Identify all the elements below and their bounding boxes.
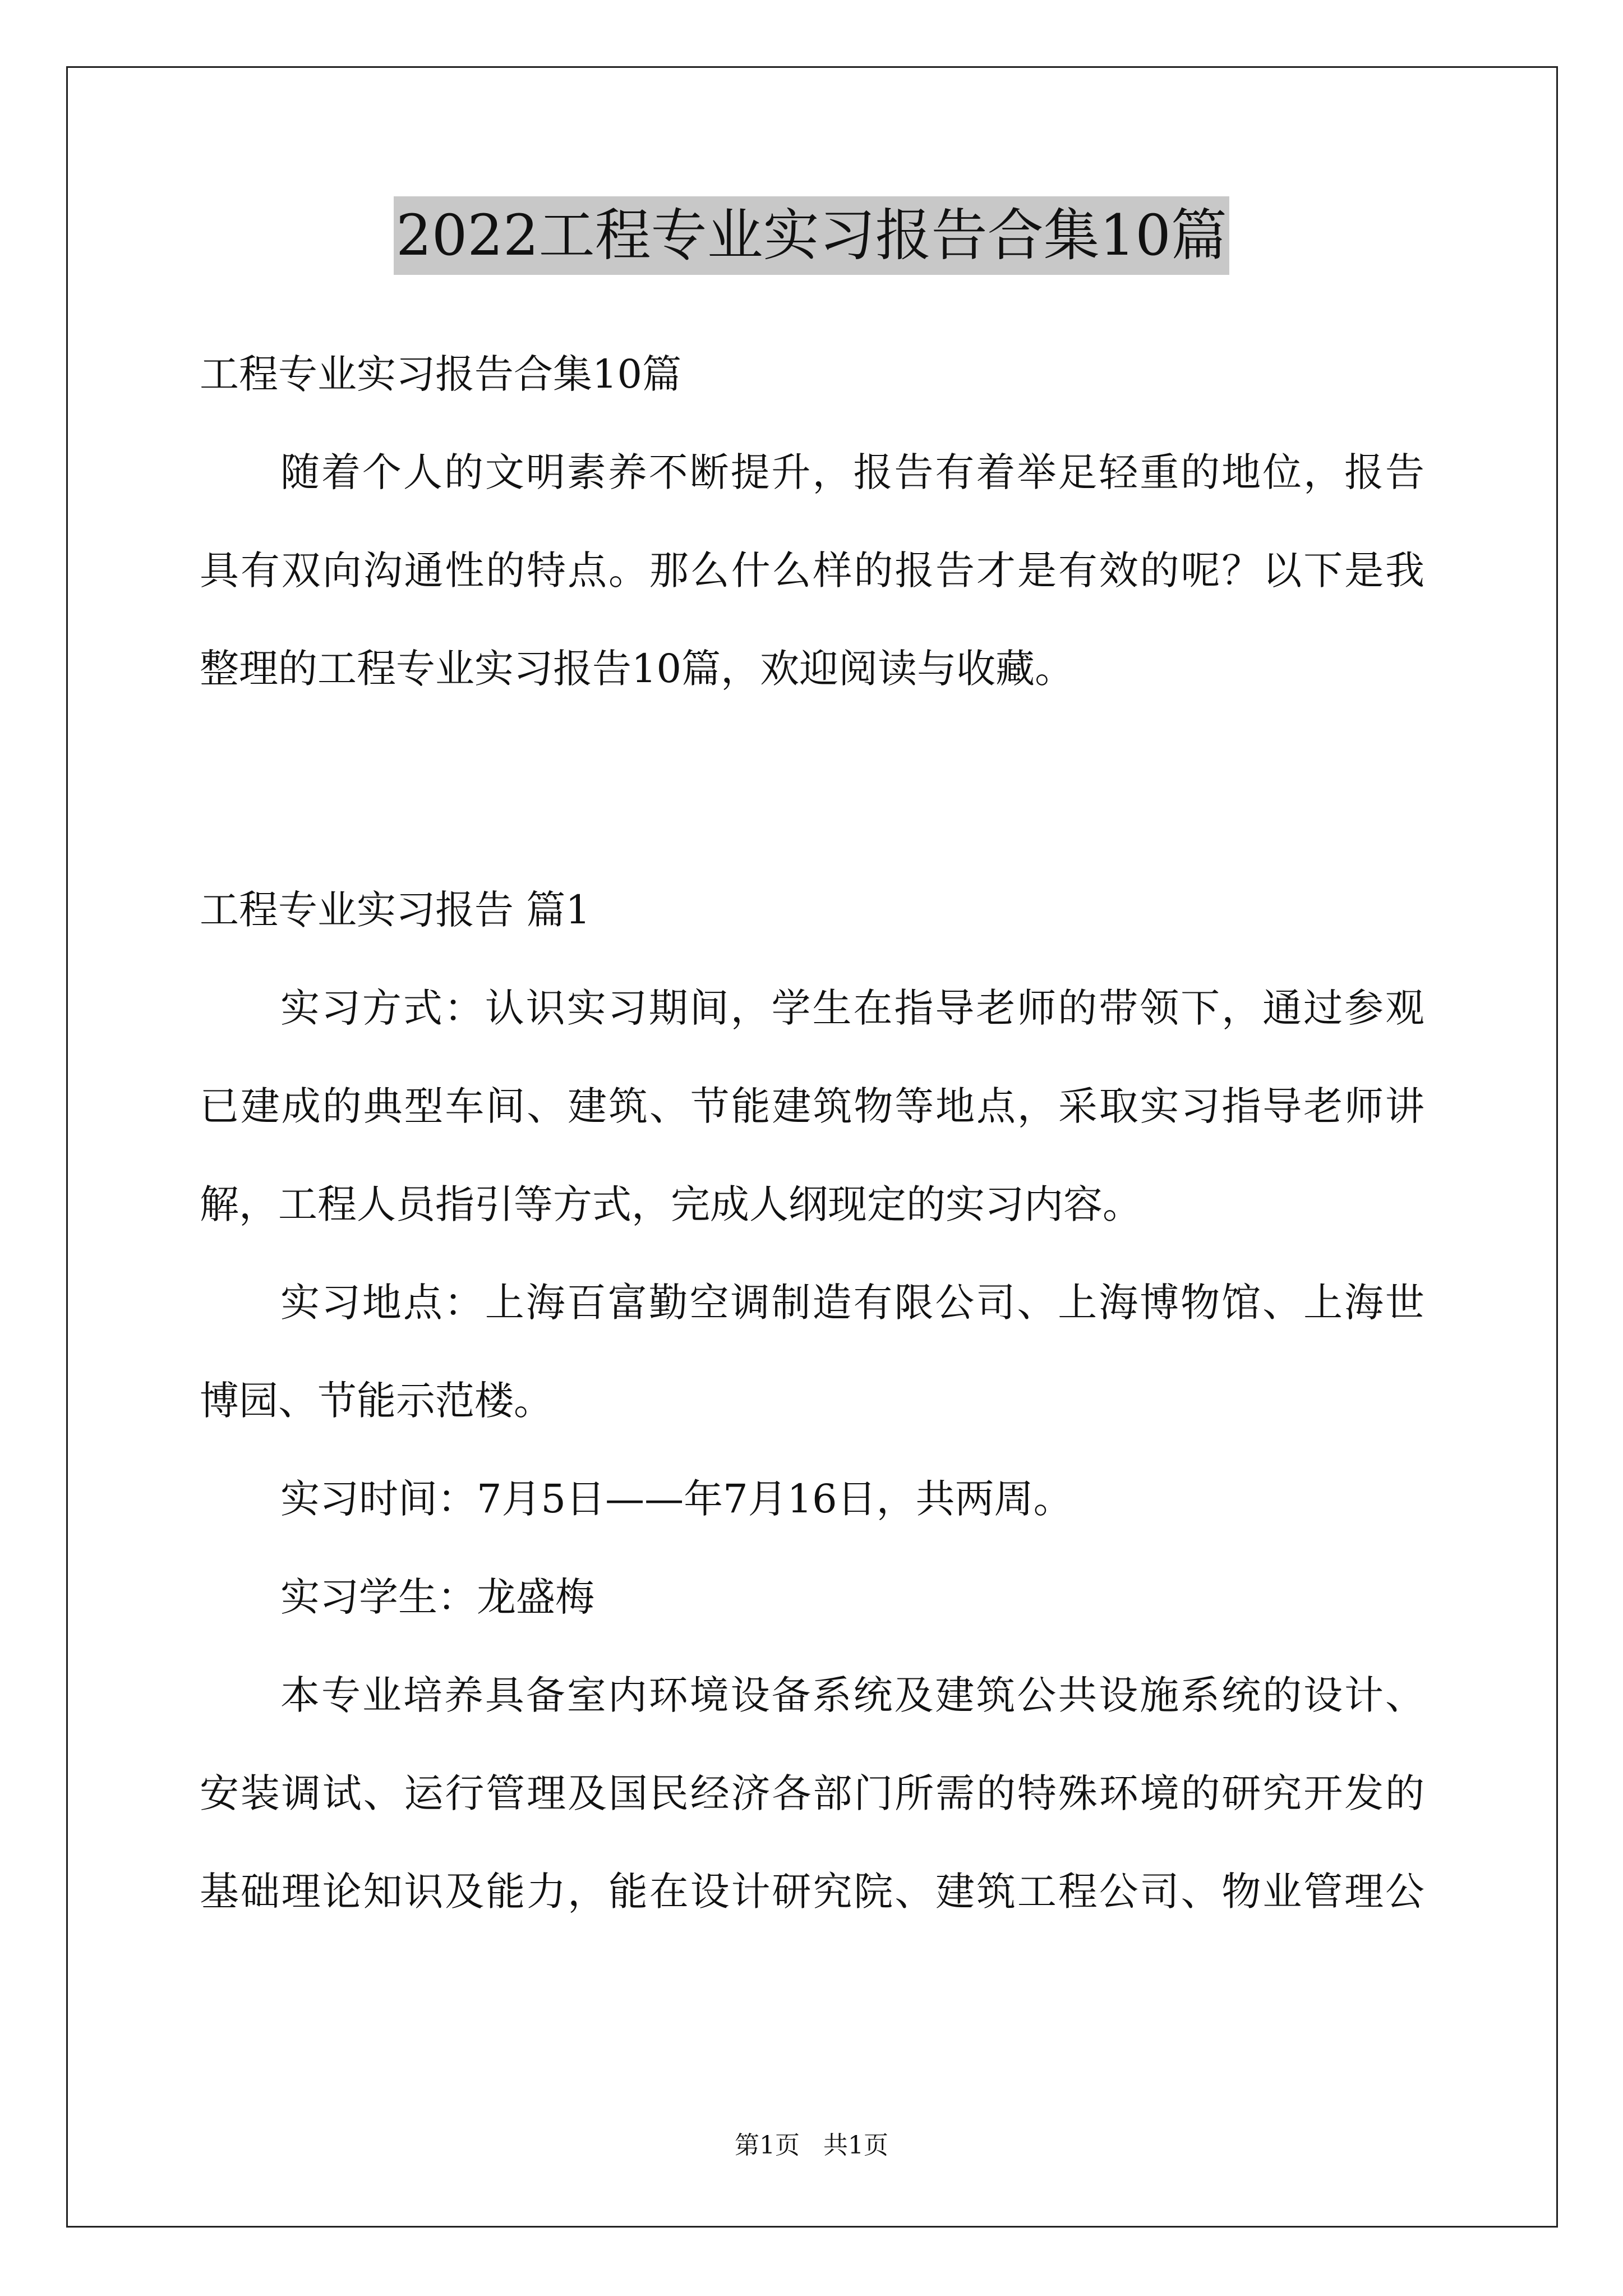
body-line-2: 已建成的典型车间、建筑、节能建筑物等地点，采取实习指导老师讲 <box>200 1083 1424 1129</box>
intro-line-1: 随着个人的文明素养不断提升，报告有着举足轻重的地位，报告 <box>280 449 1424 495</box>
body-line-8: 本专业培养具备室内环境设备系统及建筑公共设施系统的设计、 <box>280 1672 1424 1718</box>
body-line-5: 博园、节能示范楼。 <box>200 1378 553 1424</box>
page-footer: 第1页 共1页 <box>735 2131 888 2160</box>
intro-line-2: 具有双向沟通性的特点。那么什么样的报告才是有效的呢？以下是我 <box>200 547 1424 593</box>
body-line-7: 实习学生：龙盛梅 <box>280 1574 594 1620</box>
body-line-10: 基础理论知识及能力，能在设计研究院、建筑工程公司、物业管理公 <box>200 1869 1424 1915</box>
body-line-6: 实习时间：7月5日——年7月16日，共两周。 <box>280 1476 1073 1522</box>
title-container <box>0 196 1623 275</box>
body-line-4: 实习地点：上海百富勤空调制造有限公司、上海博物馆、上海世 <box>280 1280 1424 1326</box>
document-subtitle: 工程专业实习报告合集10篇 <box>200 351 682 397</box>
body-line-9: 安装调试、运行管理及国民经济各部门所需的特殊环境的研究开发的 <box>200 1770 1424 1816</box>
body-line-3: 解，工程人员指引等方式，完成人纲现定的实习内容。 <box>200 1181 1142 1227</box>
document-title: 2022工程专业实习报告合集10篇 <box>394 196 1229 275</box>
section-heading: 工程专业实习报告 篇1 <box>200 887 591 933</box>
body-line-1: 实习方式：认识实习期间，学生在指导老师的带领下，通过参观 <box>280 985 1424 1031</box>
intro-line-3: 整理的工程专业实习报告10篇，欢迎阅读与收藏。 <box>200 646 1075 692</box>
